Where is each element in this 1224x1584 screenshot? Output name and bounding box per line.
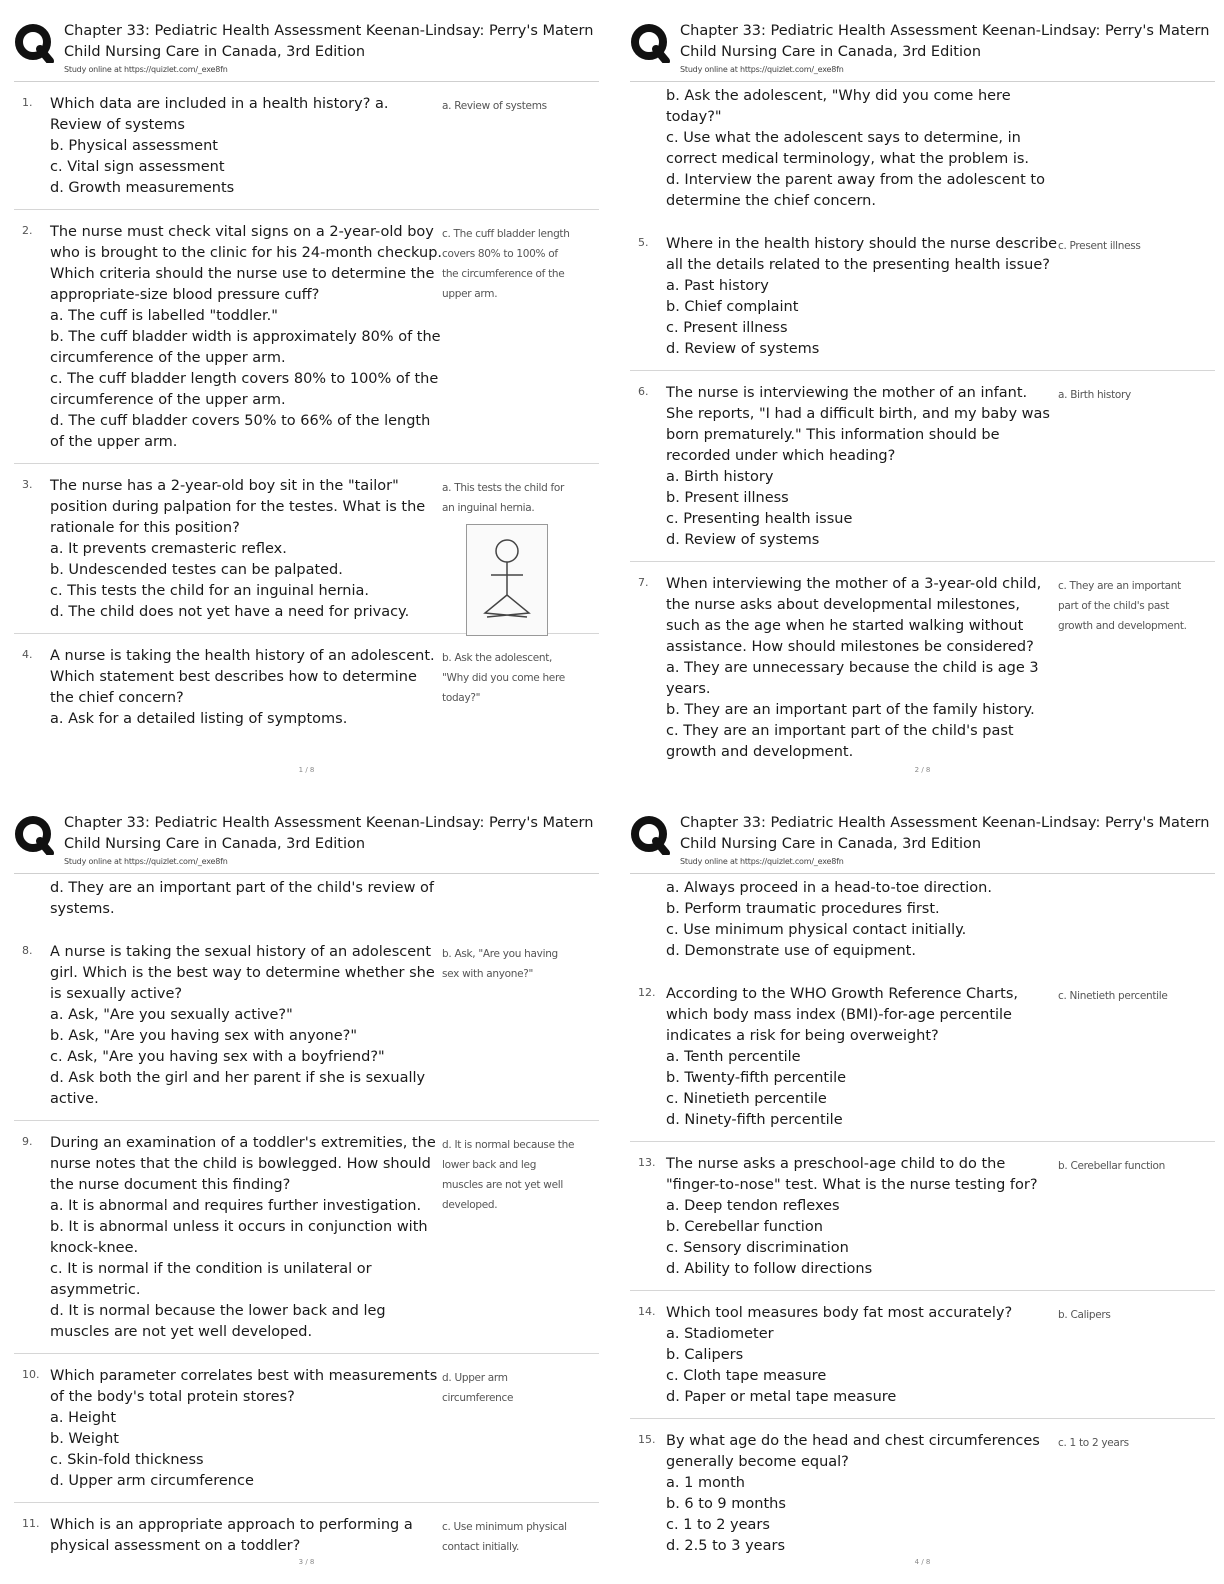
correct-answer: a. Review of systems: [442, 100, 547, 112]
correct-answer: b. Cerebellar function: [1058, 1160, 1166, 1172]
answer-option: c. They are an important part of the child's past growth and development.: [666, 723, 1014, 760]
answer-option: c. Ninetieth percentile: [666, 1091, 827, 1107]
answer-option: c. Cloth tape measure: [666, 1368, 827, 1384]
answer-option: b. They are an important part of the family history.: [666, 702, 1035, 718]
page-number: 1 / 8: [298, 766, 315, 774]
question-card: [14, 634, 599, 740]
page-number: 4 / 8: [914, 1558, 931, 1566]
quizlet-logo-icon: [14, 23, 54, 63]
question-list: [630, 82, 1215, 773]
question-card: [14, 82, 599, 210]
answer-option: d. Ninety-fifth percentile: [666, 1112, 843, 1128]
answer-option: c. 1 to 2 years: [666, 1517, 770, 1533]
study-online-link[interactable]: Study online at https://quizlet.com/_exe8fn: [64, 857, 228, 866]
question-text: Where in the health history should the nurse describe all the details related to the presenting health issue?: [666, 236, 1058, 273]
answer-option: c. Use what the adolescent says to determine, in correct medical terminology, what the problem is.: [666, 130, 1030, 167]
study-online-link[interactable]: Study online at https://quizlet.com/_exe8fn: [64, 65, 228, 74]
study-online-link[interactable]: Study online at https://quizlet.com/_exe8fn: [680, 65, 844, 74]
answer-option: a. It is abnormal and requires further investigation.: [50, 1198, 422, 1214]
answer-option: a. The cuff is labelled "toddler.": [50, 308, 278, 324]
question-number: 5.: [638, 236, 649, 249]
answer-option: c. Present illness: [666, 320, 788, 336]
answer-option: a. Height: [50, 1410, 117, 1426]
question-text: Which data are included in a health history? a. Review of systems: [50, 96, 389, 133]
correct-answer: c. Use minimum physical contact initially.: [442, 1521, 567, 1553]
correct-answer: c. They are an important part of the child's past growth and development.: [1058, 580, 1187, 632]
flashcard-page-1: [14, 15, 599, 780]
answer-option: b. Perform traumatic procedures first.: [666, 901, 940, 917]
page-header: [14, 807, 599, 874]
quizlet-logo-icon: [14, 815, 54, 855]
question-text-block: [50, 222, 442, 453]
question-number: 1.: [22, 96, 33, 109]
question-list: [14, 874, 599, 1567]
question-text-block: [50, 94, 442, 199]
correct-answer: a. This tests the child for an inguinal hernia.: [442, 482, 565, 514]
answer-option: b. Chief complaint: [666, 299, 799, 315]
question-number: 14.: [638, 1305, 656, 1318]
answer-option: b. Undescended testes can be palpated.: [50, 562, 343, 578]
question-text-block: [666, 1154, 1058, 1280]
answer-option: c. Skin-fold thickness: [50, 1452, 204, 1468]
question-text-block: [50, 1133, 442, 1343]
question-card: [630, 972, 1215, 1142]
answer-option: b. Ask the adolescent, "Why did you come here today?": [666, 88, 1011, 125]
question-number: 10.: [22, 1368, 40, 1381]
question-text-block: [50, 646, 442, 730]
answer-option: c. The cuff bladder length covers 80% to 100% of the circumference of the upper arm.: [50, 371, 439, 408]
page-title: Chapter 33: Pediatric Health Assessment Keenan-Lindsay: Perry's Matern Child Nursing Care in Canada, 3rd Edition: [680, 815, 1210, 852]
answer-option: d. The child does not yet have a need for privacy.: [50, 604, 410, 620]
answer-option: d. It is normal because the lower back and leg muscles are not yet well developed.: [50, 1303, 386, 1340]
page-number: 2 / 8: [914, 766, 931, 774]
question-number: 6.: [638, 385, 649, 398]
correct-answer: c. Present illness: [1058, 240, 1141, 252]
answer-option: b. Twenty-fifth percentile: [666, 1070, 847, 1086]
question-text-block: [666, 574, 1058, 763]
answer-option: b. 6 to 9 months: [666, 1496, 786, 1512]
child-sitting-figure: [466, 524, 548, 636]
question-card: [14, 210, 599, 464]
answer-option: a. 1 month: [666, 1475, 745, 1491]
answer-option: a. Tenth percentile: [666, 1049, 801, 1065]
page-header: [630, 15, 1215, 82]
answer-option: d. Paper or metal tape measure: [666, 1389, 897, 1405]
question-text-block: [666, 984, 1058, 1131]
answer-option: c. Use minimum physical contact initially.: [666, 922, 967, 938]
correct-answer: c. The cuff bladder length covers 80% to 100% of the circumference of the upper arm.: [442, 228, 570, 300]
question-text-block: [666, 234, 1058, 360]
answer-option: a. Deep tendon reflexes: [666, 1198, 840, 1214]
question-number: 2.: [22, 224, 33, 237]
answer-option: c. Ask, "Are you having sex with a boyfriend?": [50, 1049, 385, 1065]
question-list: [630, 874, 1215, 1567]
question-number: 13.: [638, 1156, 656, 1169]
correct-answer: b. Ask the adolescent, "Why did you come here today?": [442, 652, 565, 704]
correct-answer: c. 1 to 2 years: [1058, 1437, 1129, 1449]
quizlet-logo-icon: [630, 23, 670, 63]
question-text-block: [50, 476, 442, 623]
answer-option: a. It prevents cremasteric reflex.: [50, 541, 287, 557]
answer-option: c. It is normal if the condition is unilateral or asymmetric.: [50, 1261, 372, 1298]
answer-option: d. They are an important part of the child's review of systems.: [50, 880, 435, 917]
flashcard-page-2: [630, 15, 1215, 780]
question-card: [630, 222, 1215, 371]
answer-option: d. Review of systems: [666, 341, 820, 357]
page-title: Chapter 33: Pediatric Health Assessment Keenan-Lindsay: Perry's Matern Child Nursing Care in Canada, 3rd Edition: [680, 23, 1210, 60]
answer-option: b. Present illness: [666, 490, 789, 506]
question-number: 3.: [22, 478, 33, 491]
page-number: 3 / 8: [298, 1558, 315, 1566]
answer-option: d. Upper arm circumference: [50, 1473, 254, 1489]
continued-options: [14, 874, 450, 930]
study-online-link[interactable]: Study online at https://quizlet.com/_exe8fn: [680, 857, 844, 866]
question-text: Which tool measures body fat most accurately?: [666, 1305, 1013, 1321]
question-text-block: [50, 1515, 442, 1557]
quizlet-logo-icon: [630, 815, 670, 855]
answer-option: d. Growth measurements: [50, 180, 235, 196]
question-number: 11.: [22, 1517, 40, 1530]
answer-option: d. The cuff bladder covers 50% to 66% of the length of the upper arm.: [50, 413, 431, 450]
answer-option: c. Sensory discrimination: [666, 1240, 849, 1256]
question-text: During an examination of a toddler's extremities, the nurse notes that the child is bowlegged. How should the nurse document this finding?: [50, 1135, 436, 1193]
question-card: [630, 1291, 1215, 1419]
answer-option: a. Ask for a detailed listing of symptoms.: [50, 711, 348, 727]
answer-option: c. This tests the child for an inguinal hernia.: [50, 583, 369, 599]
question-text-block: [50, 942, 442, 1110]
correct-answer: d. Upper arm circumference: [442, 1372, 514, 1404]
answer-option: b. Ask, "Are you having sex with anyone?": [50, 1028, 357, 1044]
answer-option: a. Birth history: [666, 469, 774, 485]
question-number: 8.: [22, 944, 33, 957]
answer-option: a. Past history: [666, 278, 769, 294]
answer-option: d. Review of systems: [666, 532, 820, 548]
question-text-block: [666, 383, 1058, 551]
answer-option: b. Physical assessment: [50, 138, 218, 154]
question-text: According to the WHO Growth Reference Charts, which body mass index (BMI)-for-age percentile indicates a risk for being overweight?: [666, 986, 1018, 1044]
question-text: When interviewing the mother of a 3-year-old child, the nurse asks about developmental milestones, such as the age when he started walking without assistance. How should milestones be considered?: [666, 576, 1042, 655]
question-card: [630, 1419, 1215, 1567]
question-text: A nurse is taking the sexual history of an adolescent girl. Which is the best way to determine whether she is sexually active?: [50, 944, 435, 1002]
answer-option: d. Demonstrate use of equipment.: [666, 943, 916, 959]
answer-option: c. Vital sign assessment: [50, 159, 225, 175]
correct-answer: b. Calipers: [1058, 1309, 1111, 1321]
question-text: The nurse asks a preschool-age child to do the "finger-to-nose" test. What is the nurse testing for?: [666, 1156, 1038, 1193]
correct-answer: b. Ask, "Are you having sex with anyone?": [442, 948, 558, 980]
question-number: 12.: [638, 986, 656, 999]
question-text: The nurse has a 2-year-old boy sit in the "tailor" position during palpation for the testes. What is the rationale for this position?: [50, 478, 426, 536]
answer-option: c. Presenting health issue: [666, 511, 853, 527]
question-text: A nurse is taking the health history of an adolescent. Which statement best describes how to determine the chief concern?: [50, 648, 435, 706]
flashcard-page-3: [14, 807, 599, 1572]
question-number: 4.: [22, 648, 33, 661]
question-text: By what age do the head and chest circumferences generally become equal?: [666, 1433, 1040, 1470]
answer-option: b. It is abnormal unless it occurs in conjunction with knock-knee.: [50, 1219, 428, 1256]
question-card: [14, 1121, 599, 1354]
question-card: [630, 562, 1215, 773]
answer-option: a. Ask, "Are you sexually active?": [50, 1007, 293, 1023]
question-card: [630, 371, 1215, 562]
correct-answer: c. Ninetieth percentile: [1058, 990, 1168, 1002]
answer-option: a. Stadiometer: [666, 1326, 774, 1342]
answer-option: b. Calipers: [666, 1347, 744, 1363]
answer-option: a. Always proceed in a head-to-toe direction.: [666, 880, 992, 896]
continued-options: [630, 874, 1066, 972]
answer-option: d. Ask both the girl and her parent if she is sexually active.: [50, 1070, 426, 1107]
question-text: The nurse is interviewing the mother of an infant. She reports, "I had a difficult birth, and my baby was born prematurely." This information should be recorded under which heading?: [666, 385, 1050, 464]
question-text: Which is an appropriate approach to performing a physical assessment on a toddler?: [50, 1517, 413, 1554]
answer-option: d. Ability to follow directions: [666, 1261, 873, 1277]
question-text-block: [666, 1303, 1058, 1408]
question-card: [630, 1142, 1215, 1291]
question-number: 9.: [22, 1135, 33, 1148]
question-text-block: [50, 1366, 442, 1492]
page-title: Chapter 33: Pediatric Health Assessment Keenan-Lindsay: Perry's Matern Child Nursing Care in Canada, 3rd Edition: [64, 815, 594, 852]
answer-option: b. Cerebellar function: [666, 1219, 823, 1235]
page-header: [630, 807, 1215, 874]
flashcard-page-4: [630, 807, 1215, 1572]
question-number: 7.: [638, 576, 649, 589]
question-card: [14, 464, 599, 634]
question-list: [14, 82, 599, 740]
answer-option: b. The cuff bladder width is approximately 80% of the circumference of the upper arm.: [50, 329, 441, 366]
question-text: The nurse must check vital signs on a 2-year-old boy who is brought to the clinic for his 24-month checkup. Which criteria should the nurse use to determine the appropriate-size blood pressure cuff?: [50, 224, 443, 303]
answer-option: d. 2.5 to 3 years: [666, 1538, 785, 1554]
question-text: Which parameter correlates best with measurements of the body's total protein stores?: [50, 1368, 438, 1405]
question-number: 15.: [638, 1433, 656, 1446]
answer-option: d. Interview the parent away from the adolescent to determine the chief concern.: [666, 172, 1045, 209]
question-card: [14, 1354, 599, 1503]
page-title: Chapter 33: Pediatric Health Assessment Keenan-Lindsay: Perry's Matern Child Nursing Care in Canada, 3rd Edition: [64, 23, 594, 60]
answer-option: a. They are unnecessary because the child is age 3 years.: [666, 660, 1039, 697]
question-text-block: [666, 1431, 1058, 1557]
continued-options: [630, 82, 1066, 222]
question-card: [14, 930, 599, 1121]
correct-answer: d. It is normal because the lower back and leg muscles are not yet well developed.: [442, 1139, 575, 1211]
page-header: [14, 15, 599, 82]
answer-option: b. Weight: [50, 1431, 119, 1447]
correct-answer: a. Birth history: [1058, 389, 1131, 401]
